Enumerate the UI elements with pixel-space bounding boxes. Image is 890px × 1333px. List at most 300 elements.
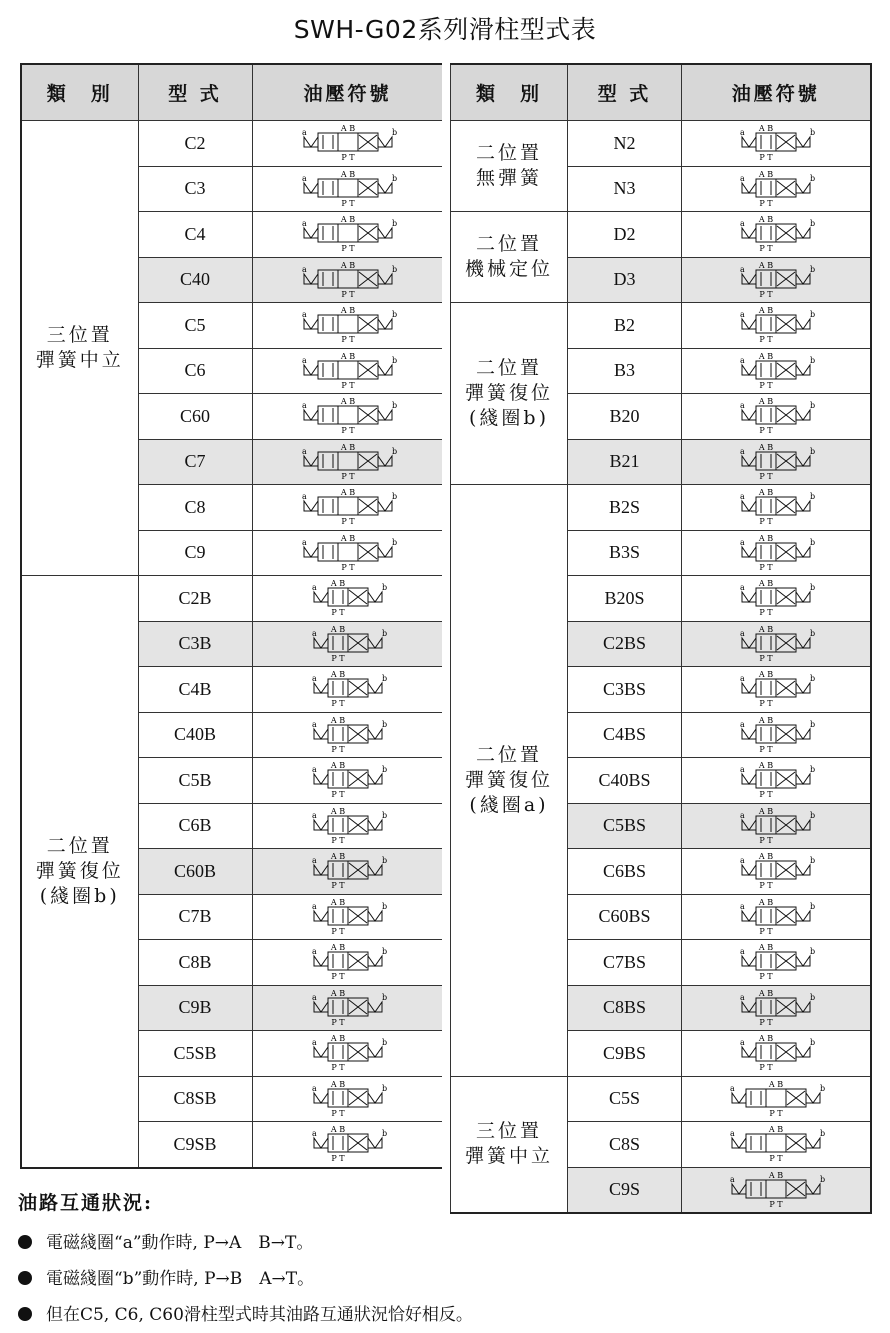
hydraulic-symbol-icon xyxy=(288,1124,408,1164)
notes-heading: 油路互通狀況: xyxy=(18,1192,154,1214)
svg-text:a: a xyxy=(311,1038,317,1048)
model-cell: C3 xyxy=(138,166,252,212)
table-row xyxy=(451,212,871,258)
table-row xyxy=(451,121,871,167)
category-cell: 三位置 彈簧中立 xyxy=(21,121,138,576)
symbol-cell xyxy=(252,212,443,258)
svg-text:b: b xyxy=(381,1129,387,1139)
symbol-cell xyxy=(682,394,871,440)
svg-text:a: a xyxy=(739,719,745,729)
hydraulic-symbol-icon xyxy=(288,123,408,163)
symbol-cell xyxy=(682,212,871,258)
svg-text:a: a xyxy=(311,765,317,775)
model-cell: C3BS xyxy=(568,667,682,713)
header-category: 類 別 xyxy=(451,64,568,121)
svg-text:a: a xyxy=(739,992,745,1002)
svg-text:P T: P T xyxy=(759,335,773,345)
symbol-cell xyxy=(682,712,871,758)
svg-text:A B: A B xyxy=(330,624,345,634)
hydraulic-symbol-icon xyxy=(288,669,408,709)
symbol-cell xyxy=(682,576,871,622)
model-cell: D2 xyxy=(568,212,682,258)
symbol-cell xyxy=(252,439,443,485)
hydraulic-symbol-icon xyxy=(716,305,836,345)
model-cell: C5BS xyxy=(568,803,682,849)
svg-text:a: a xyxy=(739,1038,745,1048)
model-cell: C2BS xyxy=(568,621,682,667)
svg-text:a: a xyxy=(739,674,745,684)
svg-text:A B: A B xyxy=(330,988,345,998)
svg-text:a: a xyxy=(301,446,307,456)
svg-text:a: a xyxy=(301,537,307,547)
svg-text:A B: A B xyxy=(758,761,773,771)
model-cell: C9B xyxy=(138,985,252,1031)
symbol-cell xyxy=(682,849,871,895)
symbol-cell xyxy=(252,166,443,212)
symbol-cell xyxy=(682,667,871,713)
svg-text:a: a xyxy=(739,128,745,138)
symbol-cell xyxy=(682,166,871,212)
svg-text:b: b xyxy=(809,219,815,229)
model-cell: C5B xyxy=(138,758,252,804)
svg-text:b: b xyxy=(809,765,815,775)
svg-text:A B: A B xyxy=(758,670,773,680)
svg-text:P T: P T xyxy=(340,244,355,254)
svg-text:A B: A B xyxy=(758,397,773,407)
svg-text:a: a xyxy=(311,992,317,1002)
symbol-cell xyxy=(682,1122,871,1168)
svg-text:A B: A B xyxy=(330,579,345,589)
svg-text:b: b xyxy=(809,901,815,911)
svg-text:P T: P T xyxy=(340,153,355,163)
svg-text:b: b xyxy=(809,628,815,638)
svg-text:A B: A B xyxy=(768,1079,783,1089)
svg-text:P T: P T xyxy=(330,1017,345,1027)
symbol-cell xyxy=(252,1122,443,1168)
model-cell: C5SB xyxy=(138,1031,252,1077)
hydraulic-symbol-icon xyxy=(288,260,408,300)
svg-text:a: a xyxy=(729,1083,735,1093)
model-cell: B21 xyxy=(568,439,682,485)
svg-text:a: a xyxy=(739,310,745,320)
svg-text:a: a xyxy=(301,173,307,183)
symbol-cell xyxy=(252,303,443,349)
svg-text:P T: P T xyxy=(330,835,345,845)
svg-text:A B: A B xyxy=(758,306,773,316)
note-item: 電磁綫圈“a”動作時, P→A B→T。 xyxy=(18,1225,448,1261)
table-row xyxy=(21,121,443,167)
bullet-icon xyxy=(18,1235,32,1249)
svg-text:P T: P T xyxy=(330,699,345,709)
svg-text:b: b xyxy=(809,264,815,274)
model-cell: C4BS xyxy=(568,712,682,758)
svg-text:P T: P T xyxy=(330,744,345,754)
model-cell: C8B xyxy=(138,940,252,986)
symbol-cell xyxy=(252,1031,443,1077)
svg-text:P T: P T xyxy=(769,1199,783,1209)
symbol-cell xyxy=(682,439,871,485)
svg-text:b: b xyxy=(809,173,815,183)
model-cell: C9 xyxy=(138,530,252,576)
svg-text:P T: P T xyxy=(330,653,345,663)
svg-text:b: b xyxy=(809,446,815,456)
svg-text:A B: A B xyxy=(330,806,345,816)
svg-text:P T: P T xyxy=(759,608,773,618)
svg-text:A B: A B xyxy=(758,488,773,498)
hydraulic-symbol-icon xyxy=(716,942,836,982)
svg-text:P T: P T xyxy=(340,335,355,345)
model-cell: B20S xyxy=(568,576,682,622)
svg-text:A B: A B xyxy=(330,943,345,953)
model-cell: C5S xyxy=(568,1076,682,1122)
hydraulic-symbol-icon xyxy=(716,760,836,800)
svg-text:a: a xyxy=(739,901,745,911)
model-cell: N2 xyxy=(568,121,682,167)
svg-text:b: b xyxy=(381,856,387,866)
hydraulic-symbol-icon xyxy=(716,1124,836,1164)
symbol-cell xyxy=(252,348,443,394)
hydraulic-symbol-icon xyxy=(288,487,408,527)
svg-text:b: b xyxy=(391,355,397,365)
svg-text:A B: A B xyxy=(340,397,355,407)
svg-text:a: a xyxy=(301,310,307,320)
model-cell: C4B xyxy=(138,667,252,713)
model-cell: B20 xyxy=(568,394,682,440)
svg-text:b: b xyxy=(819,1129,825,1139)
hydraulic-symbol-icon xyxy=(288,442,408,482)
svg-text:A B: A B xyxy=(758,260,773,270)
model-cell: B3 xyxy=(568,348,682,394)
svg-text:b: b xyxy=(381,810,387,820)
hydraulic-symbol-icon xyxy=(288,169,408,209)
svg-text:P T: P T xyxy=(759,517,773,527)
svg-text:b: b xyxy=(391,446,397,456)
svg-text:b: b xyxy=(381,992,387,1002)
svg-text:A B: A B xyxy=(330,1079,345,1089)
svg-text:P T: P T xyxy=(759,790,773,800)
svg-text:a: a xyxy=(739,583,745,593)
symbol-cell xyxy=(252,530,443,576)
hydraulic-symbol-icon xyxy=(716,123,836,163)
svg-text:A B: A B xyxy=(340,351,355,361)
svg-text:P T: P T xyxy=(759,562,773,572)
svg-text:a: a xyxy=(311,583,317,593)
hydraulic-symbol-icon xyxy=(716,396,836,436)
svg-text:a: a xyxy=(739,765,745,775)
symbol-cell xyxy=(682,758,871,804)
svg-text:P T: P T xyxy=(340,471,355,481)
svg-text:b: b xyxy=(391,310,397,320)
svg-text:b: b xyxy=(391,492,397,502)
svg-text:A B: A B xyxy=(758,442,773,452)
svg-text:P T: P T xyxy=(340,198,355,208)
svg-text:a: a xyxy=(301,219,307,229)
hydraulic-symbol-icon xyxy=(288,806,408,846)
svg-text:b: b xyxy=(809,492,815,502)
svg-text:P T: P T xyxy=(759,380,773,390)
hydraulic-symbol-icon xyxy=(716,214,836,254)
hydraulic-symbol-icon xyxy=(716,487,836,527)
symbol-cell xyxy=(252,712,443,758)
svg-text:A B: A B xyxy=(340,306,355,316)
table-divider xyxy=(442,63,450,1213)
svg-text:A B: A B xyxy=(758,124,773,134)
model-cell: C6 xyxy=(138,348,252,394)
svg-text:b: b xyxy=(381,583,387,593)
model-cell: C40B xyxy=(138,712,252,758)
hydraulic-symbol-icon xyxy=(288,305,408,345)
model-cell: C4 xyxy=(138,212,252,258)
svg-text:a: a xyxy=(739,219,745,229)
category-cell: 二位置 彈簧復位 (綫圈b) xyxy=(451,303,568,485)
svg-text:A B: A B xyxy=(330,715,345,725)
symbol-cell xyxy=(252,667,443,713)
svg-text:P T: P T xyxy=(759,699,773,709)
svg-text:P T: P T xyxy=(340,426,355,436)
svg-text:a: a xyxy=(739,628,745,638)
svg-text:P T: P T xyxy=(340,562,355,572)
svg-text:P T: P T xyxy=(769,1108,783,1118)
svg-text:A B: A B xyxy=(758,579,773,589)
svg-text:a: a xyxy=(739,264,745,274)
model-cell: C60B xyxy=(138,849,252,895)
model-cell: D3 xyxy=(568,257,682,303)
model-cell: C8S xyxy=(568,1122,682,1168)
symbol-cell xyxy=(252,940,443,986)
model-cell: C40 xyxy=(138,257,252,303)
svg-text:a: a xyxy=(311,947,317,957)
page-title: SWH-G02系列滑柱型式表 xyxy=(293,15,597,44)
symbol-cell xyxy=(252,803,443,849)
svg-text:a: a xyxy=(311,1083,317,1093)
svg-text:b: b xyxy=(809,310,815,320)
hydraulic-symbol-icon xyxy=(716,897,836,937)
table-row xyxy=(451,485,871,531)
model-cell: B3S xyxy=(568,530,682,576)
model-cell: C8SB xyxy=(138,1076,252,1122)
symbol-cell xyxy=(682,303,871,349)
svg-text:a: a xyxy=(301,128,307,138)
svg-text:a: a xyxy=(311,1129,317,1139)
svg-text:A B: A B xyxy=(330,761,345,771)
svg-text:a: a xyxy=(301,492,307,502)
svg-text:b: b xyxy=(819,1174,825,1184)
svg-text:P T: P T xyxy=(759,653,773,663)
hydraulic-symbol-icon xyxy=(716,1079,836,1119)
svg-text:A B: A B xyxy=(340,169,355,179)
hydraulic-symbol-icon xyxy=(716,351,836,391)
svg-text:P T: P T xyxy=(340,517,355,527)
symbol-cell xyxy=(682,985,871,1031)
svg-text:b: b xyxy=(391,537,397,547)
hydraulic-symbol-icon xyxy=(288,1079,408,1119)
svg-text:P T: P T xyxy=(330,790,345,800)
hydraulic-symbol-icon xyxy=(716,260,836,300)
hydraulic-symbol-icon xyxy=(288,396,408,436)
svg-text:a: a xyxy=(729,1129,735,1139)
svg-text:a: a xyxy=(739,173,745,183)
model-cell: C6BS xyxy=(568,849,682,895)
svg-text:b: b xyxy=(391,173,397,183)
svg-text:A B: A B xyxy=(340,215,355,225)
symbol-cell xyxy=(252,576,443,622)
svg-text:b: b xyxy=(381,628,387,638)
svg-text:b: b xyxy=(381,947,387,957)
svg-text:A B: A B xyxy=(758,533,773,543)
svg-text:P T: P T xyxy=(759,471,773,481)
model-cell: C2B xyxy=(138,576,252,622)
model-cell: C60BS xyxy=(568,894,682,940)
hydraulic-symbol-icon xyxy=(716,442,836,482)
table-row xyxy=(451,1076,871,1122)
svg-text:P T: P T xyxy=(759,153,773,163)
symbol-cell xyxy=(252,394,443,440)
svg-text:A B: A B xyxy=(330,670,345,680)
hydraulic-symbol-icon xyxy=(288,578,408,618)
svg-text:a: a xyxy=(729,1174,735,1184)
symbol-cell xyxy=(252,121,443,167)
svg-text:P T: P T xyxy=(759,289,773,299)
model-cell: B2 xyxy=(568,303,682,349)
svg-text:a: a xyxy=(301,355,307,365)
svg-text:P T: P T xyxy=(759,926,773,936)
hydraulic-symbol-icon xyxy=(288,942,408,982)
svg-text:a: a xyxy=(739,810,745,820)
svg-text:b: b xyxy=(809,583,815,593)
svg-text:P T: P T xyxy=(759,835,773,845)
symbol-cell xyxy=(682,530,871,576)
svg-text:A B: A B xyxy=(758,351,773,361)
svg-text:A B: A B xyxy=(758,169,773,179)
model-cell: C9SB xyxy=(138,1122,252,1168)
svg-text:P T: P T xyxy=(769,1154,783,1164)
svg-text:A B: A B xyxy=(330,1125,345,1135)
hydraulic-symbol-icon xyxy=(716,533,836,573)
svg-text:a: a xyxy=(739,401,745,411)
model-cell: C3B xyxy=(138,621,252,667)
svg-text:A B: A B xyxy=(758,852,773,862)
hydraulic-symbol-icon xyxy=(288,351,408,391)
svg-text:b: b xyxy=(381,674,387,684)
category-cell: 二位置 彈簧復位 (綫圈a) xyxy=(451,485,568,1077)
svg-text:b: b xyxy=(809,401,815,411)
svg-text:b: b xyxy=(391,264,397,274)
note-item: 但在C5, C6, C60滑柱型式時其油路互通狀況恰好相反。 xyxy=(18,1297,448,1333)
svg-text:P T: P T xyxy=(340,380,355,390)
svg-text:b: b xyxy=(809,674,815,684)
svg-text:P T: P T xyxy=(759,1017,773,1027)
bullet-icon xyxy=(18,1307,32,1321)
svg-text:b: b xyxy=(819,1083,825,1093)
model-cell: C8BS xyxy=(568,985,682,1031)
symbol-cell xyxy=(682,621,871,667)
svg-text:b: b xyxy=(809,537,815,547)
bullet-icon xyxy=(18,1271,32,1285)
spool-table-left xyxy=(20,63,444,1169)
hydraulic-symbol-icon xyxy=(288,533,408,573)
svg-text:A B: A B xyxy=(758,897,773,907)
hydraulic-symbol-icon xyxy=(716,806,836,846)
svg-text:P T: P T xyxy=(330,972,345,982)
header-symbol: 油壓符號 xyxy=(682,64,871,121)
symbol-cell xyxy=(252,485,443,531)
symbol-cell xyxy=(252,758,443,804)
svg-text:A B: A B xyxy=(758,806,773,816)
svg-text:A B: A B xyxy=(340,260,355,270)
hydraulic-symbol-icon xyxy=(716,624,836,664)
svg-text:b: b xyxy=(809,719,815,729)
header-category: 類 別 xyxy=(21,64,138,121)
model-cell: C5 xyxy=(138,303,252,349)
svg-text:b: b xyxy=(381,1083,387,1093)
category-cell: 二位置 彈簧復位 (綫圈b) xyxy=(21,576,138,1168)
svg-text:b: b xyxy=(809,992,815,1002)
svg-text:A B: A B xyxy=(758,715,773,725)
symbol-cell xyxy=(682,803,871,849)
svg-text:A B: A B xyxy=(758,215,773,225)
svg-text:b: b xyxy=(381,1038,387,1048)
svg-text:a: a xyxy=(739,355,745,365)
hydraulic-symbol-icon xyxy=(288,715,408,755)
hydraulic-symbol-icon xyxy=(716,169,836,209)
spool-table-right xyxy=(450,63,872,1214)
svg-text:b: b xyxy=(391,401,397,411)
table-row xyxy=(21,576,443,622)
svg-text:P T: P T xyxy=(340,289,355,299)
model-cell: C9BS xyxy=(568,1031,682,1077)
svg-text:a: a xyxy=(739,537,745,547)
svg-text:A B: A B xyxy=(340,442,355,452)
hydraulic-symbol-icon xyxy=(288,1033,408,1073)
svg-text:P T: P T xyxy=(330,881,345,891)
svg-text:A B: A B xyxy=(758,988,773,998)
symbol-cell xyxy=(682,894,871,940)
model-cell: C2 xyxy=(138,121,252,167)
svg-text:b: b xyxy=(809,355,815,365)
category-cell: 三位置 彈簧中立 xyxy=(451,1076,568,1213)
svg-text:P T: P T xyxy=(330,1154,345,1164)
svg-text:b: b xyxy=(809,128,815,138)
svg-text:A B: A B xyxy=(340,124,355,134)
svg-text:b: b xyxy=(381,719,387,729)
header-symbol: 油壓符號 xyxy=(252,64,443,121)
svg-text:P T: P T xyxy=(330,926,345,936)
model-cell: C7 xyxy=(138,439,252,485)
svg-text:a: a xyxy=(739,947,745,957)
svg-text:A B: A B xyxy=(768,1170,783,1180)
category-cell: 二位置 機械定位 xyxy=(451,212,568,303)
hydraulic-symbol-icon xyxy=(716,578,836,618)
svg-text:a: a xyxy=(311,901,317,911)
symbol-cell xyxy=(252,894,443,940)
model-cell: C7BS xyxy=(568,940,682,986)
svg-text:b: b xyxy=(391,128,397,138)
model-cell: C60 xyxy=(138,394,252,440)
svg-text:a: a xyxy=(301,264,307,274)
svg-text:b: b xyxy=(809,1038,815,1048)
model-cell: B2S xyxy=(568,485,682,531)
symbol-cell xyxy=(252,849,443,895)
svg-text:b: b xyxy=(381,765,387,775)
svg-text:P T: P T xyxy=(759,1063,773,1073)
svg-text:P T: P T xyxy=(759,244,773,254)
svg-text:A B: A B xyxy=(330,852,345,862)
symbol-cell xyxy=(682,348,871,394)
model-cell: C7B xyxy=(138,894,252,940)
svg-text:b: b xyxy=(809,810,815,820)
symbol-cell xyxy=(682,1076,871,1122)
model-cell: N3 xyxy=(568,166,682,212)
